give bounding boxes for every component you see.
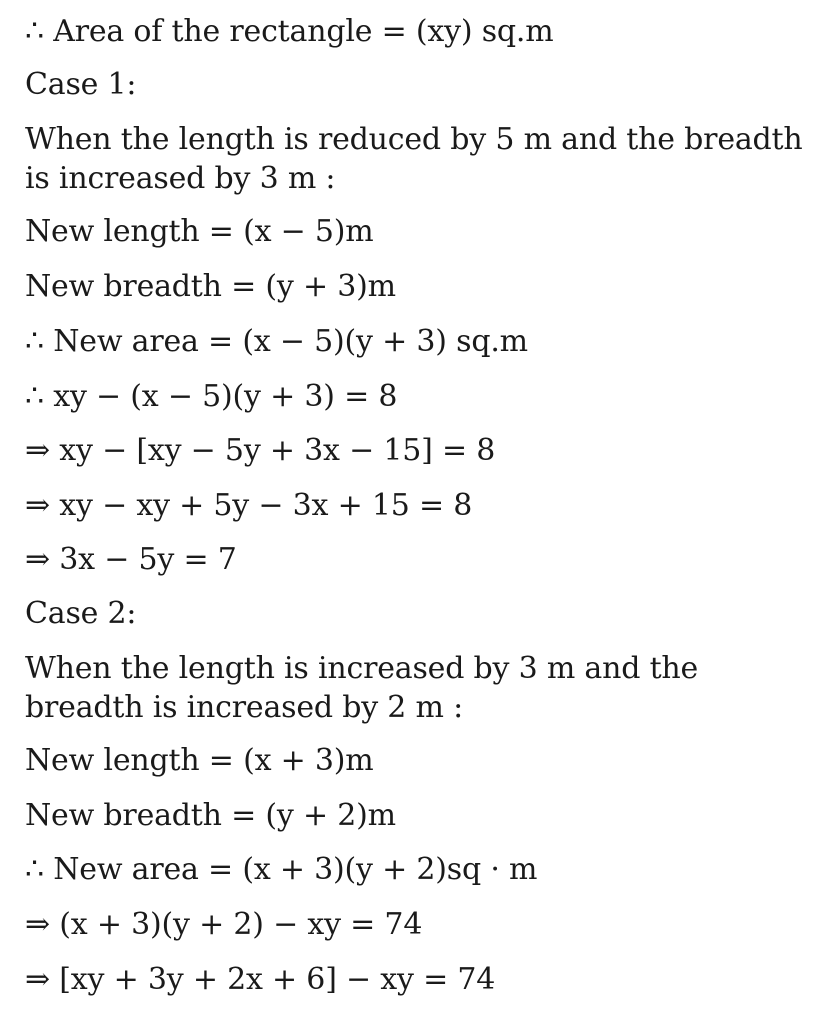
case-1-equation: ∴ xy − (x − 5)(y + 3) = 8 (25, 379, 398, 414)
case-2-new-length: New length = (x + 3)m (25, 743, 374, 778)
case-1-description: When the length is reduced by 5 m and the breadth is increased by 3 m : (25, 122, 803, 196)
case-1-simplification: ⇒ xy − xy + 5y − 3x + 15 = 8 (25, 488, 473, 523)
case-1-heading: Case 1: (25, 67, 137, 102)
case-2-new-area: ∴ New area = (x + 3)(y + 2)sq · m (25, 852, 538, 887)
case-1-new-breadth: New breadth = (y + 3)m (25, 269, 396, 304)
case-2-equation: ⇒ (x + 3)(y + 2) − xy = 74 (25, 907, 423, 942)
area-statement: ∴ Area of the rectangle = (xy) sq.m (25, 14, 554, 49)
case-1-result: ⇒ 3x − 5y = 7 (25, 542, 237, 577)
case-1-new-length: New length = (x − 5)m (25, 214, 374, 249)
case-2-description: When the length is increased by 3 m and the breadth is increased by 2 m : (25, 651, 699, 725)
case-2-expansion: ⇒ [xy + 3y + 2x + 6] − xy = 74 (25, 962, 496, 997)
case-1-new-area: ∴ New area = (x − 5)(y + 3) sq.m (25, 324, 528, 359)
case-2-heading: Case 2: (25, 596, 137, 631)
case-2-new-breadth: New breadth = (y + 2)m (25, 798, 396, 833)
case-1-expansion: ⇒ xy − [xy − 5y + 3x − 15] = 8 (25, 433, 496, 468)
